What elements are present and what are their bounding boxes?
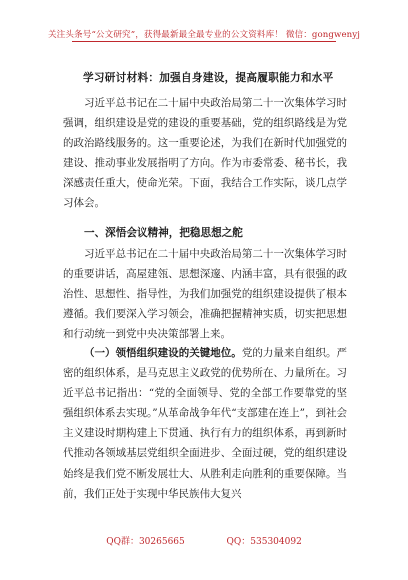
document-title: 学习研讨材料：加强自身建设，提高履职能力和水平 — [83, 72, 334, 84]
subsection-text: 党的力量来自组织。严密的组织体系，是马克思主义政党的优势所在、力量所在。习近平总书记指出：“党的全面领导、党的全部工作要靠党的坚强组织体系去实现。”从革命战争年代“支部建在连上”，到社会主义建设时期构建上下贯通、执行有力的组织体系，再到新时代推动各领域基层党组织全面进步、全面过硬，党的组织建设始终是我们党不断发展壮大、从胜利走向胜利的重要保障。当前，我们正处于实现中华民族伟大复兴 — [63, 347, 348, 500]
section-paragraph — [63, 244, 347, 344]
section-heading: 一、深悟会议精神，把稳思想之舵 — [84, 227, 243, 239]
page-header-banner: 关注头条号“公文研究”，获得最新最全最专业的公文资料库！ 微信：gongwenyj — [47, 30, 361, 40]
subsection-paragraph — [63, 343, 347, 504]
intro-text: 习近平总书记在二十届中央政治局第二十一次集体学习时强调，组织建设是党的建设的重要基础，党的组织路线是为党的政治路线服务的。这一重要论述，为我们在新时代加强党的建设、推动事业发展指明了方向。作为市委常委、秘书长，我深感责任重大，使命光荣。下面，我结合工作实际，谈几点学习体会。 — [63, 97, 347, 210]
footer-qq-group: QQ群：30265665 — [106, 537, 185, 547]
page-footer — [0, 534, 408, 547]
footer-qq-number: QQ：535304092 — [226, 537, 302, 547]
subsection-heading: （一）领悟组织建设的关键地位。 — [84, 347, 242, 359]
section-text: 习近平总书记在二十届中央政治局第二十一次集体学习时的重要讲话，高屋建瓴、思想深邃、内涵丰富，具有很强的政治性、思想性、指导性，为我们加强党的组织建设提供了根本遵循。我们要深入学习领会，准确把握精神实质，切实把思想和行动统一到党中央决策部署上来。 — [63, 248, 347, 341]
header-divider — [72, 41, 336, 42]
intro-paragraph — [63, 93, 347, 214]
